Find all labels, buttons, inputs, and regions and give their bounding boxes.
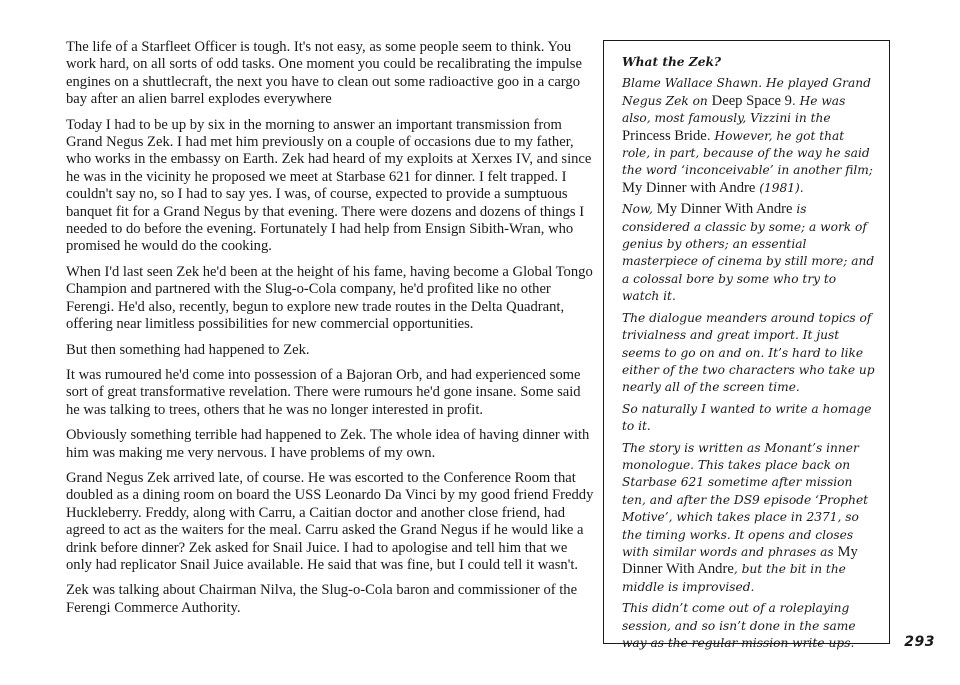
show-title: Deep Space 9 xyxy=(711,92,792,109)
sidebar-text: The story is written as Monant’s inner monologue. This takes place back on Starbase 621 sometime after mission ten, and after the DS9 episode ‘Prophet Motive’, which takes place in 2371, so the timing works. It opens and closes with similar words and phrases as xyxy=(622,440,869,559)
body-paragraph: Obviously something terrible had happened to Zek. The whole idea of having dinner with him was making me very nervous. I have problems of my own. xyxy=(66,427,590,461)
body-paragraph: Today I had to be up by six in the morning to answer an important transmission from Grand Negus Zek. I had met him previously on a couple of occasions due to my father, who works in the embassy on Earth. Zek had heard of my exploits at Xerxes IV, and since he was in the vicinity he proposed we meet at Starbase 621 for dinner. I felt trapped. I couldn't say no, so I had to say yes. I was, of course, expected to provide a sumptuous banquet fit for a Grand Negus by that evening. There were dozens and dozens of things I needed to do before the evening. Fortunately I had help from Ensign Sibith-Wran, who promised he would do the cooking. xyxy=(66,116,592,255)
sidebar-paragraph xyxy=(622,440,875,597)
sidebar-paragraph xyxy=(622,201,875,305)
sidebar-box xyxy=(603,40,890,650)
film-title: My Dinner with Andre xyxy=(622,179,756,196)
sidebar-title: What the Zek? xyxy=(622,55,722,69)
sidebar-paragraph xyxy=(622,75,875,197)
body-paragraph: But then something had happened to Zek. xyxy=(66,341,310,358)
sidebar-text: Now, xyxy=(622,202,657,217)
body-paragraph: When I'd last seen Zek he'd been at the height of his fame, having become a Global Tongo Champion and partnered with the Slug-o-Cola company, he'd profited like no other Ferengi. He'd also, recently, begun to explore new trade routes in the Delta Quadrant, offering near limitless possibilities for new commercial opportunities. xyxy=(66,263,593,333)
sidebar-text: . However, he got that role, in part, because of the way he said the word ‘inconceivable’ in another film; xyxy=(622,128,873,178)
sidebar-text: . He was also, most famously, Vizzini in the xyxy=(622,93,846,126)
film-title: Princess Bride xyxy=(622,127,707,144)
film-title: My Dinner With Andre xyxy=(656,201,793,218)
film-title: My Dinner With Andre xyxy=(622,543,858,578)
body-paragraph: It was rumoured he'd come into possession of a Bajoran Orb, and had experienced some sort of great transformative revelation. There were rumours he'd gone insane. Some said he was talking to trees, others that he was no longer interested in profit. xyxy=(66,366,581,418)
main-text-column xyxy=(66,39,596,625)
body-paragraph: Grand Negus Zek arrived late, of course. He was escorted to the Conference Room that doubled as a dining room on board the USS Leonardo Da Vinci by my good friend Freddy Huckleberry. Freddy, along with Carru, a Caitian doctor and another close friend, had agreed to act as the waiters for the meal. Carru asked the Grand Negus if he would like a drink before dinner? Zek asked for Snail Juice. I had to apologise and tell him that we only had replicator Snail Juice available. He said that was fine, but I could tell it wasn't. xyxy=(66,469,594,573)
sidebar-paragraph: So naturally I wanted to write a homage to it. xyxy=(622,401,872,434)
sidebar-text: , but the bit in the middle is improvised. xyxy=(622,562,846,594)
page-number: 293 xyxy=(904,634,935,650)
sidebar-paragraph: The dialogue meanders around topics of trivialness and great import. It just seems to go on and on. It’s hard to like either of the two characters who take up nearly all of the screen time. xyxy=(622,310,875,395)
body-paragraph: The life of a Starfleet Officer is tough. It's not easy, as some people seem to think. You work hard, on all sorts of odd tasks. One moment you could be recalibrating the impulse engines on a shuttlecraft, the next you have to clean out some radioactive goo in a cargo bay after an alien barrel explodes everywhere xyxy=(66,39,582,108)
sidebar-text: (1981). xyxy=(755,180,804,195)
sidebar-text: Blame Wallace Shawn. He played Grand Negus Zek on xyxy=(622,76,871,108)
sidebar-text: is considered a classic by some; a work of genius by others; an essential masterpiece of cinema by still more; and a colossal bore by some who try to watch it. xyxy=(622,202,875,304)
body-paragraph: Zek was talking about Chairman Nilva, the Slug-o-Cola baron and commissioner of the Ferengi Commerce Authority. xyxy=(66,582,578,616)
sidebar-paragraph: This didn’t come out of a roleplaying session, and so isn’t done in the same way as the regular mission write-ups. xyxy=(622,601,856,650)
